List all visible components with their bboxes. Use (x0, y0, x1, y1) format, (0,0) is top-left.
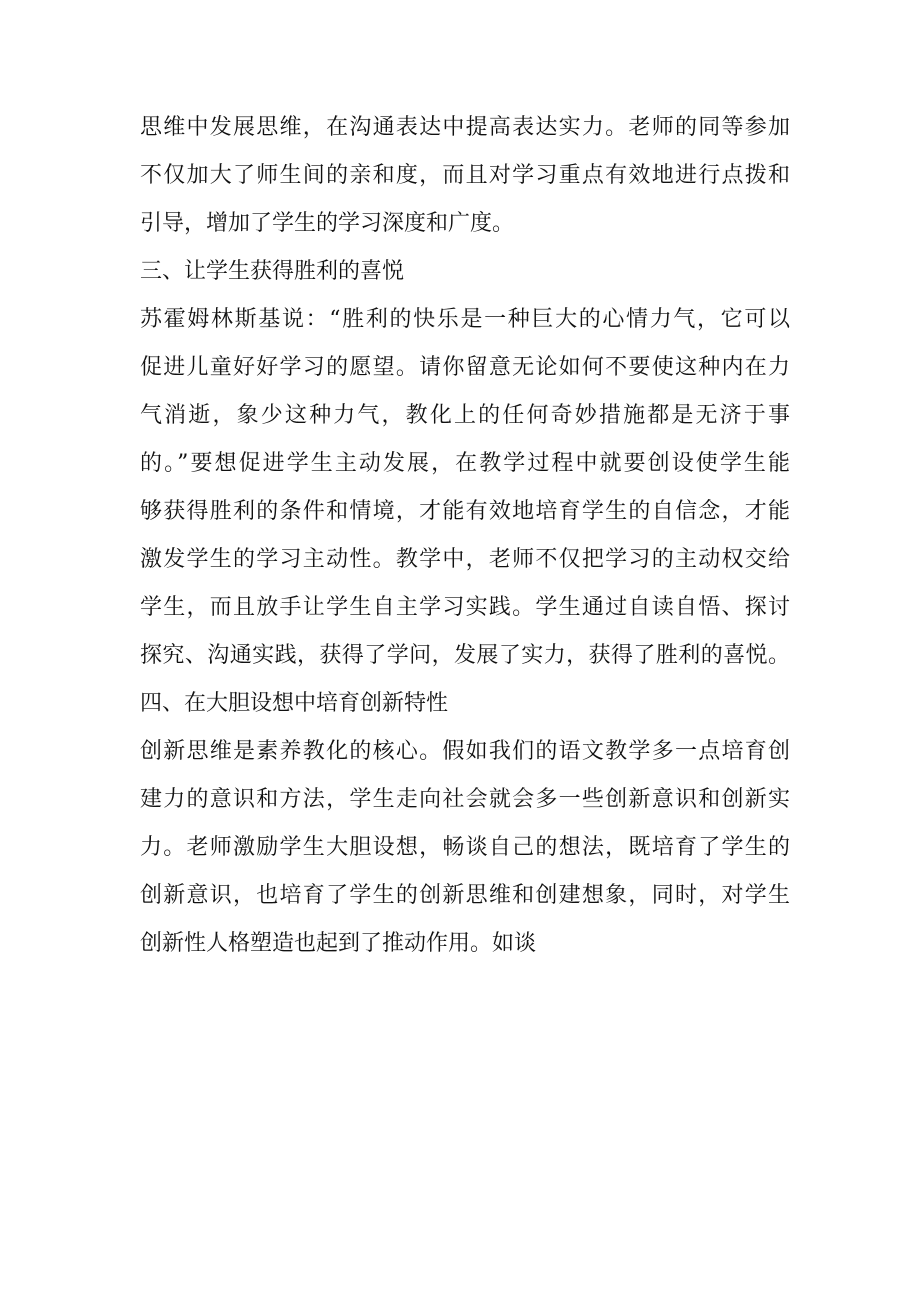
text-line: 引导，增加了学生的学习深度和广度。 (140, 211, 515, 236)
text-line: 气消逝，象少这种力气，教化上的任何奇妙措施都是无济于事 (140, 403, 790, 428)
section-heading-4: 四、在大胆设想中培育创新特性 (140, 691, 449, 716)
text-line: 思维中发展思维，在沟通表达中提高表达实力。老师的同等参加 (140, 115, 790, 140)
text-line: 探究、沟通实践，获得了学问，发展了实力，获得了胜利的喜悦。 (140, 643, 790, 668)
section-heading-3: 三、让学生获得胜利的喜悦 (140, 259, 405, 284)
text-line: 促进儿童好好学习的愿望。请你留意无论如何不要使这种内在力 (140, 355, 790, 380)
text-line: 建力的意识和方法，学生走向社会就会多一些创新意识和创新实 (140, 787, 790, 812)
text-line: 创新思维是素养教化的核心。假如我们的语文教学多一点培育创 (140, 739, 790, 764)
text-line: 创新意识，也培育了学生的创新思维和创建想象，同时，对学生 (140, 883, 790, 908)
body-text (140, 104, 790, 968)
text-line: 力。老师激励学生大胆设想，畅谈自己的想法，既培育了学生的 (140, 835, 790, 860)
text-line: 创新性人格塑造也起到了推动作用。如谈 (140, 931, 537, 956)
text-line: 不仅加大了师生间的亲和度，而且对学习重点有效地进行点拨和 (140, 163, 790, 188)
text-line: 够获得胜利的条件和情境，才能有效地培育学生的自信念，才能 (140, 499, 790, 524)
text-line: 学生，而且放手让学生自主学习实践。学生通过自读自悟、探讨 (140, 595, 790, 620)
text-line: 的。”要想促进学生主动发展，在教学过程中就要创设使学生能 (140, 451, 790, 476)
text-line: 激发学生的学习主动性。教学中，老师不仅把学习的主动权交给 (140, 547, 790, 572)
text-line: 苏霍姆林斯基说：“胜利的快乐是一种巨大的心情力气，它可以 (140, 307, 790, 332)
